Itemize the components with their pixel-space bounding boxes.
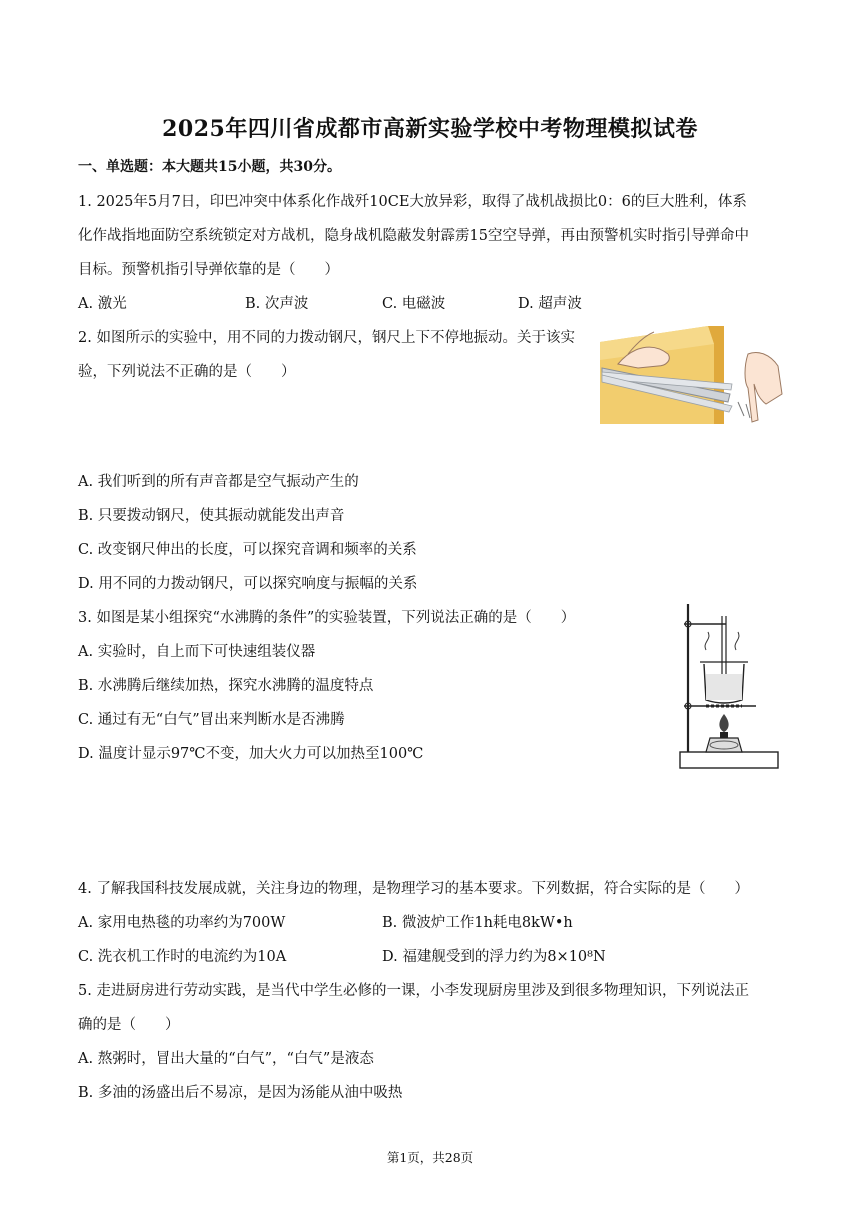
q4-option-a: A. 家用电热毯的功率约为700W — [78, 915, 286, 931]
q1-option-d: D. 超声波 — [518, 296, 582, 312]
q3-option-a: A. 实验时，自上而下可快速组装仪器 — [78, 644, 316, 660]
q2-line-2: 验，下列说法不正确的是（ ） — [78, 364, 296, 380]
q2-option-b: B. 只要拨动钢尺，使其振动就能发出声音 — [78, 508, 345, 524]
q4-option-c: C. 洗衣机工作时的电流约为10A — [78, 949, 287, 965]
q2-option-d: D. 用不同的力拨动钢尺，可以探究响度与振幅的关系 — [78, 576, 418, 592]
steel-ruler-figure — [598, 324, 784, 426]
section-heading: 一、单选题：本大题共15小题，共30分。 — [78, 159, 341, 175]
q2-option-c: C. 改变钢尺伸出的长度，可以探究音调和频率的关系 — [78, 542, 417, 558]
q4-line-1: 4. 了解我国科技发展成就，关注身边的物理，是物理学习的基本要求。下列数据，符合实际的是（ ） — [78, 881, 749, 897]
page-footer: 第1页，共28页 — [386, 1150, 474, 1165]
q1-line-2: 化作战指地面防空系统锁定对方战机，隐身战机隐蔽发射霹雳15空空导弹，再由预警机实时指引导弹命中 — [78, 228, 749, 244]
q5-option-b: B. 多油的汤盛出后不易凉，是因为汤能从油中吸热 — [78, 1085, 403, 1101]
q1-line-3: 目标。预警机指引导弹依靠的是（ ） — [78, 262, 339, 278]
q3-line-1: 3. 如图是某小组探究“水沸腾的条件”的实验装置，下列说法正确的是（ ） — [78, 610, 576, 626]
q3-option-c: C. 通过有无“白气”冒出来判断水是否沸腾 — [78, 712, 345, 728]
q2-line-1: 2. 如图所示的实验中，用不同的力拨动钢尺，钢尺上下不停地振动。关于该实 — [78, 330, 575, 346]
page-title: 2025年四川省成都市高新实验学校中考物理模拟试卷 — [162, 116, 698, 142]
q1-option-c: C. 电磁波 — [382, 296, 446, 312]
q5-option-a: A. 熬粥时，冒出大量的“白气”，“白气”是液态 — [78, 1051, 374, 1067]
q1-option-b: B. 次声波 — [245, 296, 309, 312]
q1-option-a: A. 激光 — [78, 296, 127, 312]
q4-option-d: D. 福建舰受到的浮力约为8×10⁸N — [382, 949, 606, 965]
boiling-apparatus-figure — [676, 602, 782, 772]
q4-option-b: B. 微波炉工作1h耗电8kW•h — [382, 915, 573, 931]
q3-option-b: B. 水沸腾后继续加热，探究水沸腾的温度特点 — [78, 678, 374, 694]
q5-line-2: 确的是（ ） — [78, 1017, 180, 1033]
q1-line-1: 1. 2025年5月7日，印巴冲突中体系化作战歼10CE大放异彩，取得了战机战损比0：6的巨大胜利，体系 — [78, 194, 747, 210]
q2-option-a: A. 我们听到的所有声音都是空气振动产生的 — [78, 474, 359, 490]
q5-line-1: 5. 走进厨房进行劳动实践，是当代中学生必修的一课，小李发现厨房里涉及到很多物理知识，下列说法正 — [78, 983, 749, 999]
q3-option-d: D. 温度计显示97℃不变，加大火力可以加热至100℃ — [78, 746, 424, 762]
